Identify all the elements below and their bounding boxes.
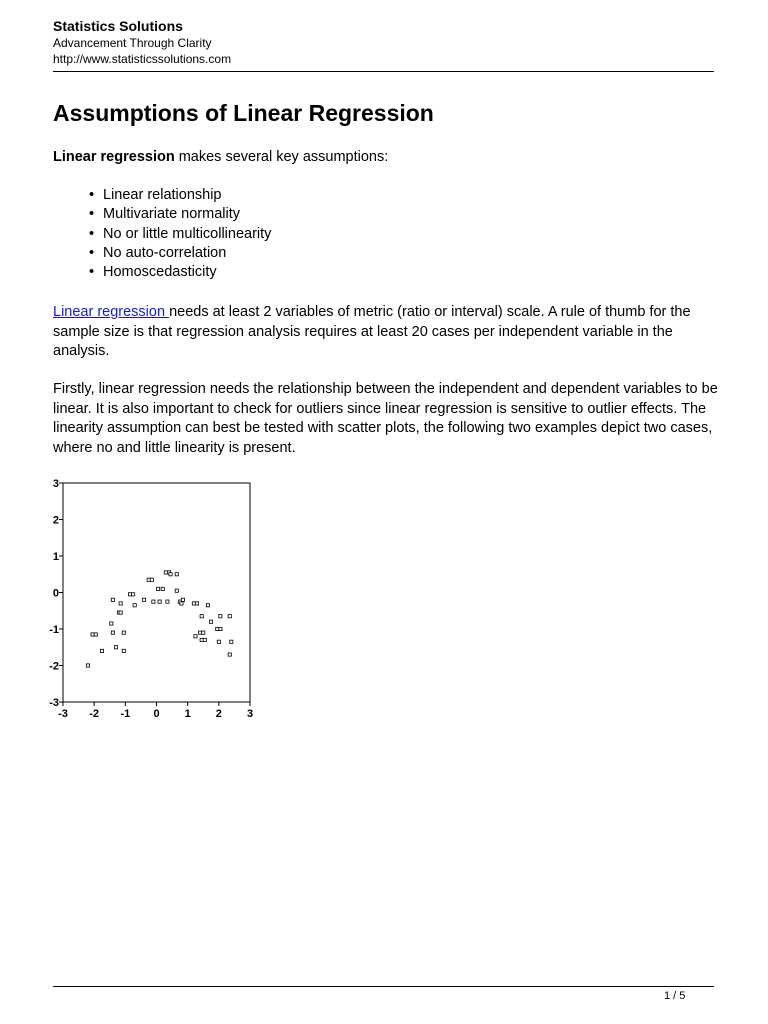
page-title: Assumptions of Linear Regression <box>53 100 434 126</box>
y-tick-label: -1 <box>49 624 59 636</box>
scatter-point <box>195 602 198 605</box>
x-tick-label: 1 <box>184 708 191 720</box>
y-tick-label: -3 <box>49 697 59 709</box>
scatter-point <box>206 604 209 607</box>
brand-url: http://www.statisticssolutions.com <box>53 52 232 66</box>
scatter-point <box>150 578 153 581</box>
list-item: • Multivariate normality <box>53 205 271 224</box>
sample-size-text: needs at least 2 variables of metric (ratio or interval) scale. A rule of thumb for the sample size is that regression analysis requires at least 20 cases per independent variable in the analysis. <box>53 304 691 359</box>
scatter-point <box>228 615 231 618</box>
list-item: • No or little multicollinearity <box>53 225 271 244</box>
scatter-point <box>152 600 155 603</box>
sample-size-paragraph <box>53 303 718 362</box>
x-tick-label: -2 <box>89 708 100 720</box>
scatter-point <box>180 602 183 605</box>
scatter-point <box>119 611 122 614</box>
scatter-point <box>100 649 103 652</box>
x-tick-label: 0 <box>153 708 160 720</box>
scatter-point <box>111 598 114 601</box>
document-header <box>53 17 231 67</box>
brand-name: Statistics Solutions <box>53 18 183 34</box>
scatter-point <box>94 633 97 636</box>
scatter-point <box>122 649 125 652</box>
scatter-point <box>161 587 164 590</box>
scatter-point <box>219 627 222 630</box>
scatter-point <box>156 587 159 590</box>
list-item: • Linear relationship <box>53 186 271 205</box>
linearity-paragraph: Firstly, linear regression needs the relationship between the independent and dependent variables to be linear. It is also important to check for outliers since linear regression is sensitive to outlier effects. The linearity assumption can best be tested with scatter plots, the following two examples depict two cases, where no and little linearity is present. <box>53 381 718 456</box>
intro-paragraph <box>53 148 718 168</box>
intro-bold-term: Linear regression <box>53 149 175 165</box>
brand-tagline: Advancement Through Clarity <box>53 36 212 50</box>
x-tick-label: 2 <box>215 708 222 720</box>
x-tick-label: -3 <box>58 708 68 720</box>
scatter-point <box>202 631 205 634</box>
y-tick-label: 3 <box>52 478 59 490</box>
scatter-point <box>194 635 197 638</box>
list-item: • Homoscedasticity <box>53 263 271 282</box>
scatter-point <box>209 620 212 623</box>
page-number: 1 / 5 <box>664 990 686 1002</box>
scatter-point <box>133 604 136 607</box>
x-tick-label: -1 <box>120 708 131 720</box>
scatter-point <box>132 593 135 596</box>
scatter-point <box>175 573 178 576</box>
scatter-point <box>217 640 220 643</box>
scatter-point <box>228 653 231 656</box>
scatter-point <box>181 598 184 601</box>
scatter-point <box>158 600 161 603</box>
y-tick-label: 1 <box>52 551 59 563</box>
footer-divider <box>53 986 714 987</box>
scatter-point <box>166 600 169 603</box>
scatter-point <box>119 602 122 605</box>
scatter-point <box>200 615 203 618</box>
y-tick-label: 0 <box>52 587 59 600</box>
scatter-point <box>219 615 222 618</box>
header-divider <box>53 71 714 72</box>
scatter-point <box>230 640 233 643</box>
assumptions-list <box>53 186 271 282</box>
y-tick-label: 2 <box>52 514 59 527</box>
plot-frame <box>63 483 250 702</box>
linear-regression-link[interactable]: Linear regression <box>53 304 170 320</box>
y-tick-label: -2 <box>49 660 59 673</box>
x-tick-label: 3 <box>246 708 254 720</box>
intro-text: makes several key assumptions: <box>174 149 389 165</box>
scatter-plot <box>46 472 266 724</box>
scatter-point <box>114 646 117 649</box>
scatter-point <box>122 631 125 634</box>
scatter-point <box>110 622 113 625</box>
scatter-point <box>203 638 206 641</box>
scatter-point <box>111 631 114 634</box>
scatter-point <box>175 589 178 592</box>
scatter-point <box>169 573 172 576</box>
scatter-point <box>86 664 89 667</box>
scatter-point <box>142 598 145 601</box>
list-item: • No auto-correlation <box>53 244 271 263</box>
